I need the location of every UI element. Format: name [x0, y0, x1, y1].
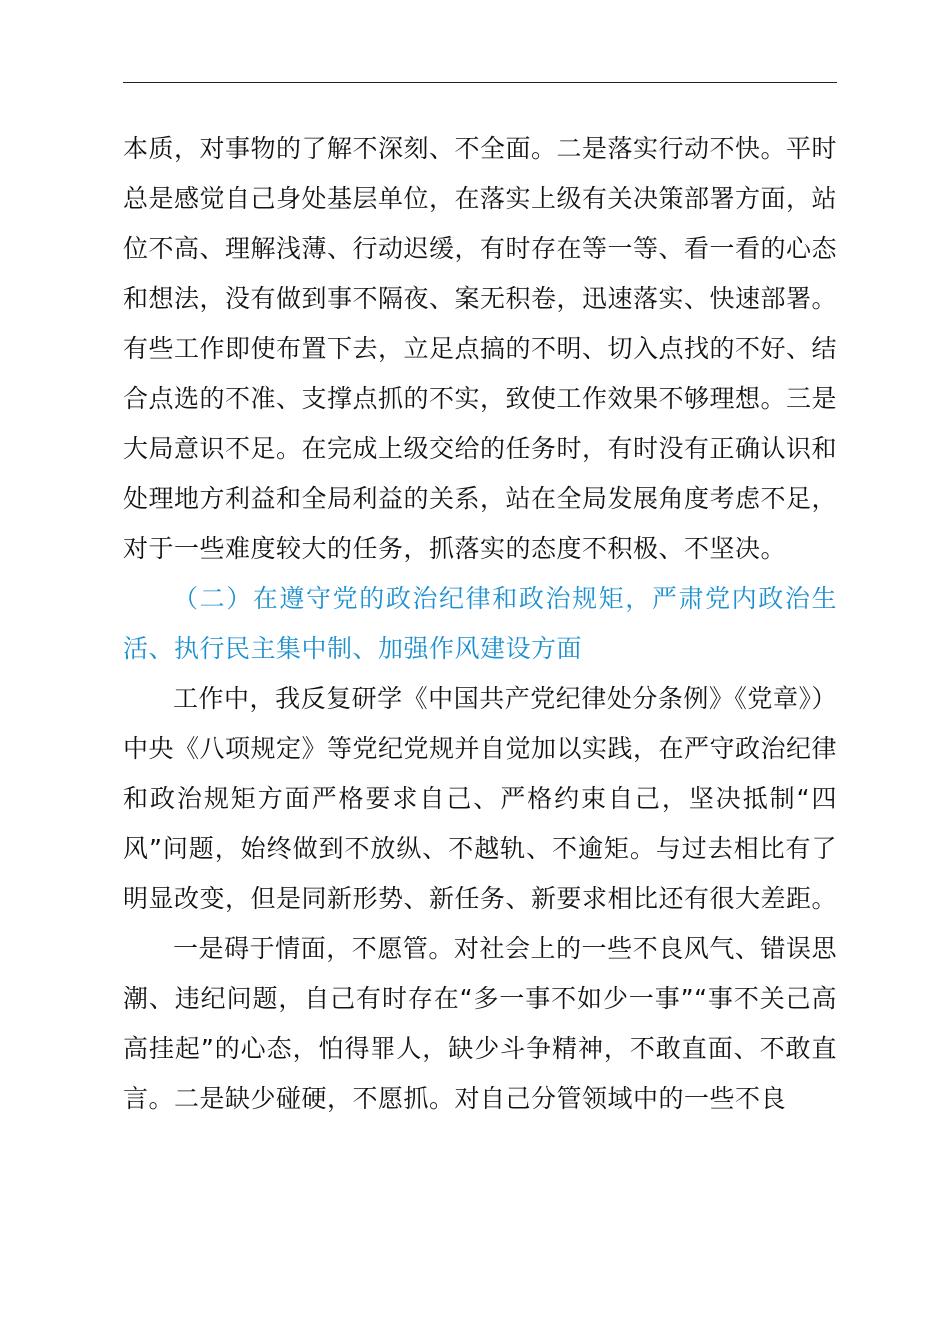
header-divider	[123, 82, 837, 83]
paragraph-continuation: 本质，对事物的了解不深刻、不全面。二是落实行动不快。平时总是感觉自己身处基层单位，在落实上级有关决策部署方面，站位不高、理解浅薄、行动迟缓，有时存在等一等、看一看的心态和想法，没有做到事不隔夜、案无积卷，迅速落实、快速部署。有些工作即使布置下去，立足点搞的不明、切入点找的不好、结合点选的不准、支撑点抓的不实，致使工作效果不够理想。三是大局意识不足。在完成上级交给的任务时，有时没有正确认识和处理地方利益和全局利益的关系，站在全局发展角度考虑不足，对于一些难度较大的任务，抓落实的态度不积极、不坚决。	[123, 134, 838, 563]
document-body	[123, 124, 837, 1124]
paragraph-issue-list: 一是碍于情面，不愿管。对社会上的一些不良风气、错误思潮、违纪问题，自己有时存在“多一事不如少一事”“事不关己高高挂起”的心态，怕得罪人，缺少斗争精神，不敢直面、不敢直言。二是缺少碰硬，不愿抓。对自己分管领域中的一些不良	[123, 934, 837, 1113]
paragraph-party-discipline: 工作中，我反复研学《中国共产党纪律处分条例》《党章》）中央《八项规定》等党纪党规并自觉加以实践，在严守政治纪律和政治规矩方面严格要求自己、严格约束自己，坚决抵制“四风”问题，始终做到不放纵、不越轨、不逾矩。与过去相比有了明显改变，但是同新形势、新任务、新要求相比还有很大差距。	[123, 684, 838, 913]
section-heading: （二）在遵守党的政治纪律和政治规矩，严肃党内政治生活、执行民主集中制、加强作风建设方面	[123, 584, 837, 663]
